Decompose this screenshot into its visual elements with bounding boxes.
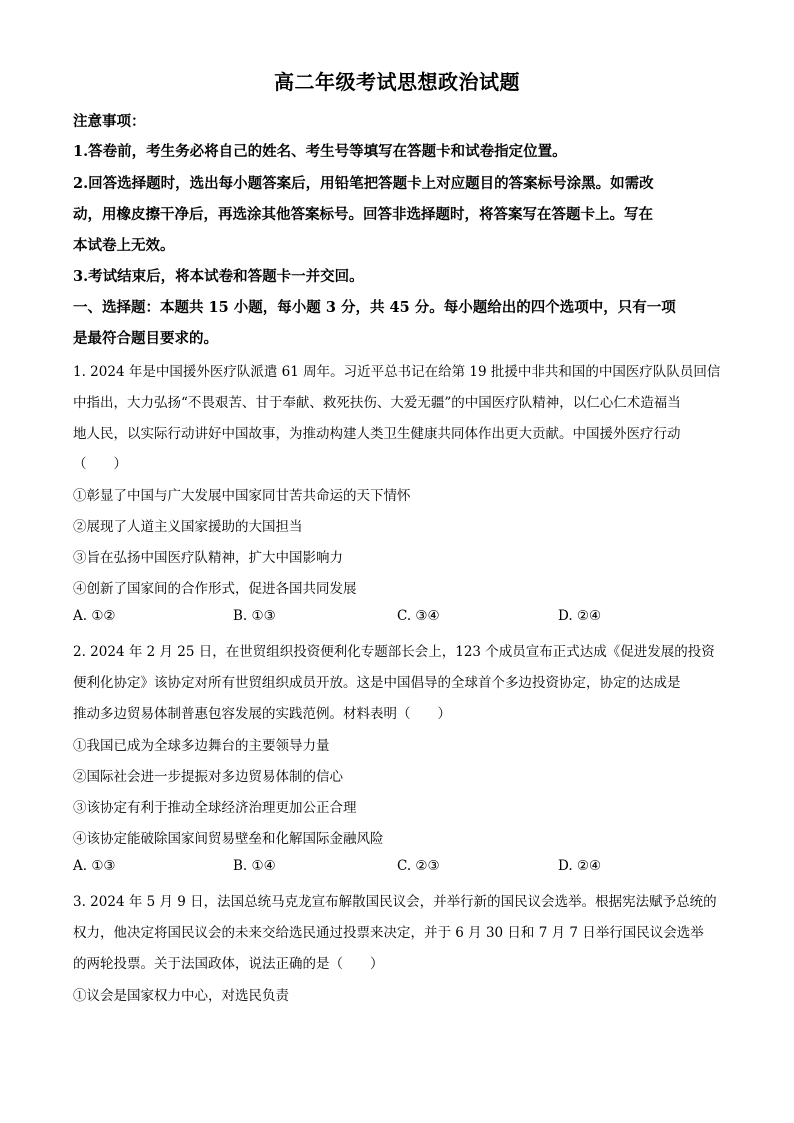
question-1-statement-4: ④创新了国家间的合作形式，促进各国共同发展 [73,581,357,597]
question-1-option-c: C. ③④ [397,608,440,624]
question-2-stem-line-1: 2. 2024 年 2 月 25 日，在世贸组织投资便利化专题部长会上，123 个成员宣布正式达成《促进发展的投资 [73,644,715,660]
question-2-statement-4: ④该协定能破除国家间贸易壁垒和化解国际金融风险 [73,831,384,847]
question-1-statement-1: ①彰显了中国与广大发展中国家同甘苦共命运的天下情怀 [73,488,411,504]
question-3-stem-line-2: 权力，他决定将国民议会的未来交给选民通过投票来决定，并于 6 月 30 日和 7 月 7 日举行国民议会选举 [73,925,704,941]
question-1-stem-line-1: 1. 2024 年是中国援外医疗队派遣 61 周年。习近平总书记在给第 19 批援中非共和国的中国医疗队队员回信 [73,364,721,380]
question-2-option-d: D. ②④ [558,858,602,874]
question-3-statement-1: ①议会是国家权力中心，对选民负责 [73,988,289,1004]
notice-heading: 注意事项： [73,113,146,130]
notice-item-3: 3.考试结束后，将本试卷和答题卡一并交回。 [73,268,364,285]
page-title: 高二年级考试思想政治试题 [274,70,520,94]
notice-item-2-line-2: 动，用橡皮擦干净后，再选涂其他答案标号。回答非选择题时，将答案写在答题卡上。写在 [73,206,653,223]
question-3-stem-line-3: 的两轮投票。关于法国政体，说法正确的是（ ） [73,956,384,972]
question-1-stem-line-3: 地人民，以实际行动讲好中国故事，为推动构建人类卫生健康共同体作出更大贡献。中国援外医疗行动 [73,426,681,442]
question-1-stem-line-2: 中指出，大力弘扬“不畏艰苦、甘于奉献、救死扶伤、大爱无疆”的中国医疗队精神，以仁心仁术造福当 [73,395,681,411]
question-1-answer-bracket: （ ） [73,456,127,472]
question-3-stem-line-1: 3. 2024 年 5 月 9 日，法国总统马克龙宣布解散国民议会，并举行新的国民议会选举。根据宪法赋予总统的 [73,894,717,910]
notice-item-1: 1.答卷前，考生务必将自己的姓名、考生号等填写在答题卡和试卷指定位置。 [73,143,567,160]
question-2-option-c: C. ②③ [397,858,440,874]
section-heading-line-2: 是最符合题目要求的。 [73,330,218,347]
question-1-option-d: D. ②④ [558,608,602,624]
question-2-option-a: A. ①③ [73,858,116,874]
question-2-option-b: B. ①④ [233,858,276,874]
question-2-statement-2: ②国际社会进一步提振对多边贸易体制的信心 [73,769,343,785]
question-2-statement-1: ①我国已成为全球多边舞台的主要领导力量 [73,738,330,754]
question-1-statement-2: ②展现了人道主义国家援助的大国担当 [73,519,303,535]
section-heading-line-1: 一、选择题：本题共 15 小题，每小题 3 分，共 45 分。每小题给出的四个选项中，只有一项 [73,299,676,316]
question-1-statement-3: ③旨在弘扬中国医疗队精神，扩大中国影响力 [73,550,343,566]
notice-item-2-line-1: 2.回答选择题时，选出每小题答案后，用铅笔把答题卡上对应题目的答案标号涂黑。如需改 [73,175,654,192]
question-2-stem-line-3: 推动多边贸易体制普惠包容发展的实践范例。材料表明（ ） [73,706,451,722]
question-2-statement-3: ③该协定有利于推动全球经济治理更加公正合理 [73,800,357,816]
question-1-option-b: B. ①③ [233,608,276,624]
notice-item-2-line-3: 本试卷上无效。 [73,237,175,254]
question-2-stem-line-2: 便利化协定》该协定对所有世贸组织成员开放。这是中国倡导的全球首个多边投资协定，协定的达成是 [73,675,681,691]
question-1-option-a: A. ①② [73,608,116,624]
